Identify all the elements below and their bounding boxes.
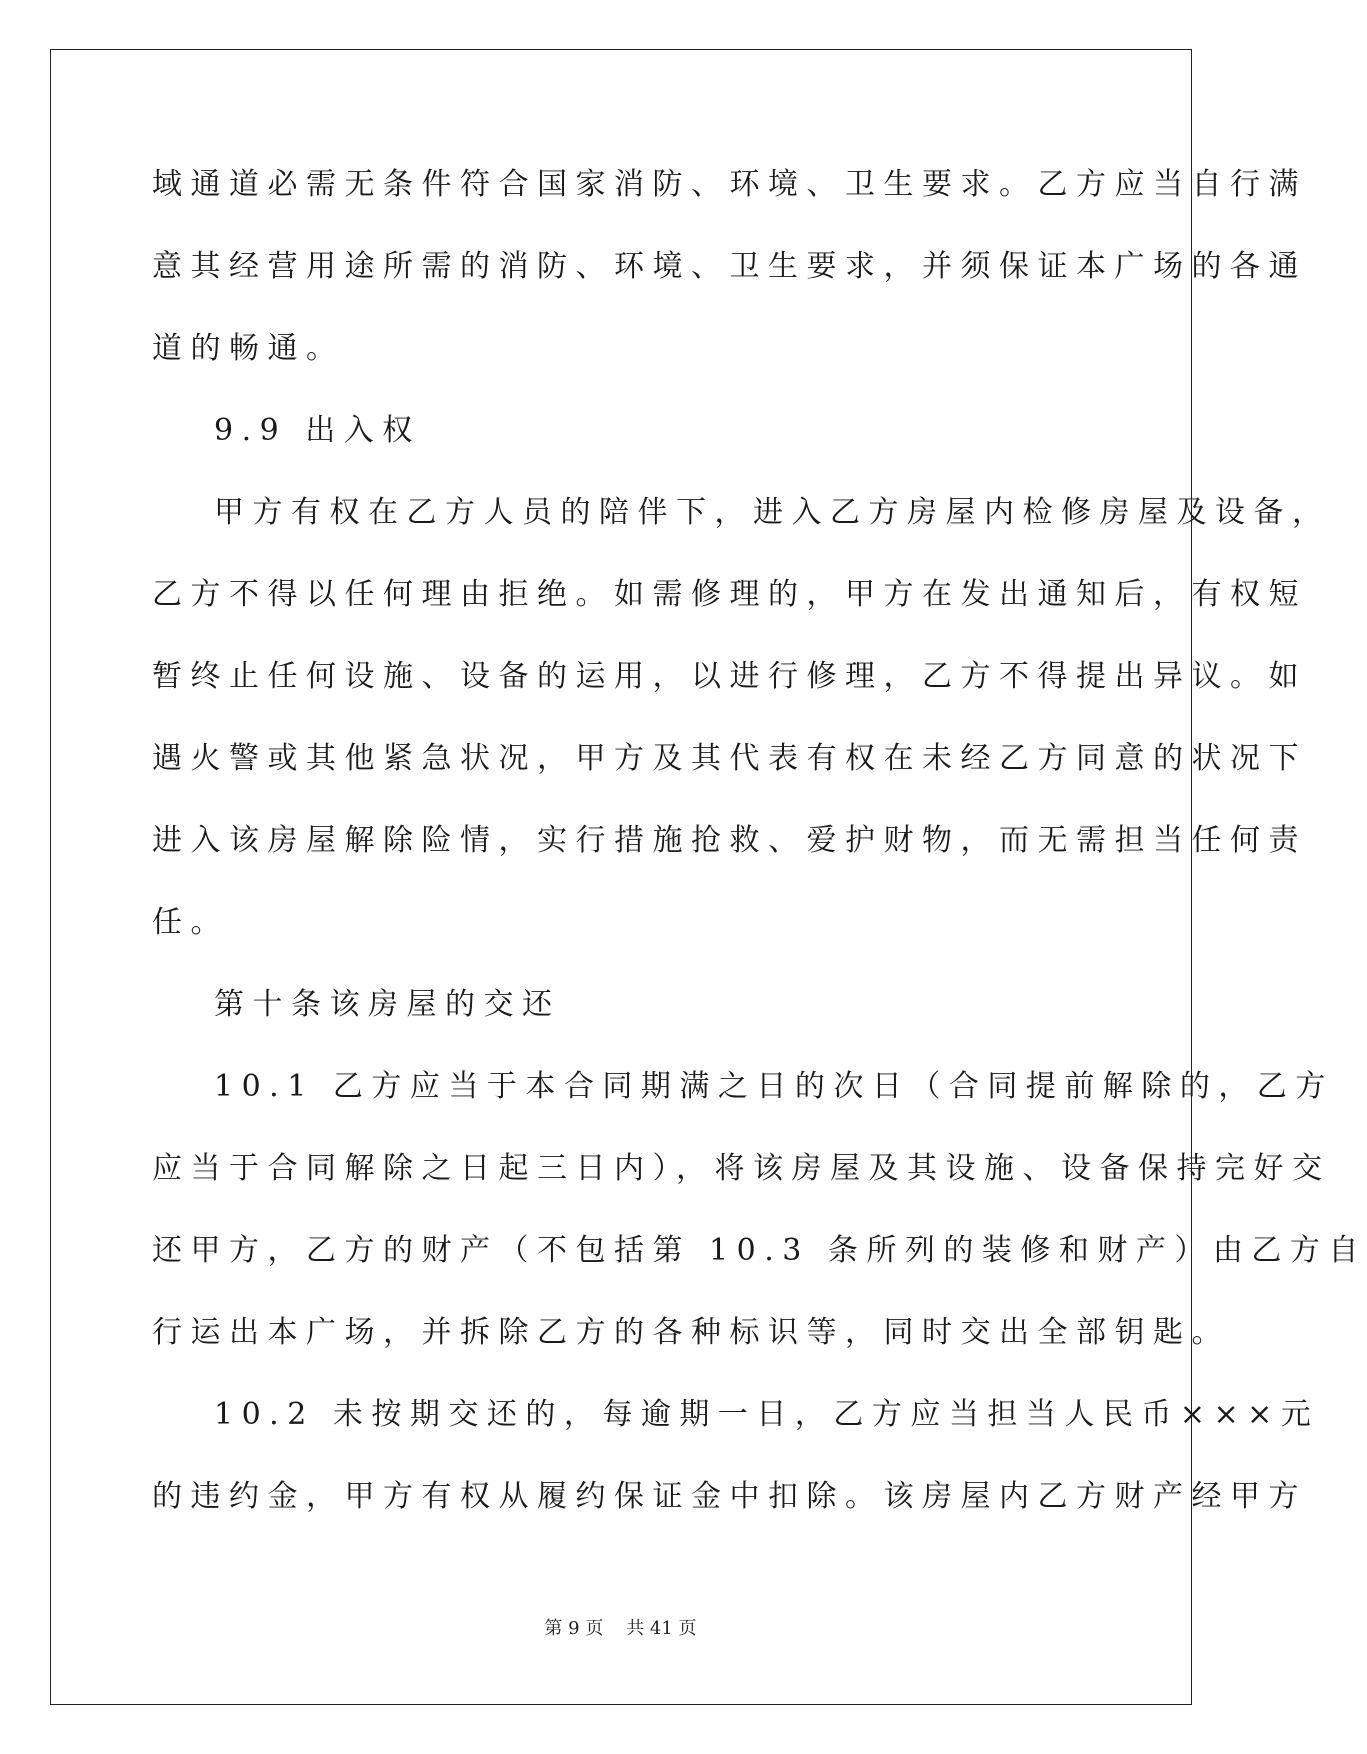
text-line: 还甲方，乙方的财产（不包括第 10.3 条所列的装修和财产）由乙方自 [152, 1233, 1367, 1268]
article-heading-10: 第十条该房屋的交还 [214, 987, 561, 1022]
text-line: 10.1 乙方应当于本合同期满之日的次日（合同提前解除的，乙方 [214, 1069, 1334, 1104]
section-heading-9-9: 9.9 出入权 [214, 413, 421, 448]
text-line: 域通道必需无条件符合国家消防、环境、卫生要求。乙方应当自行满 [152, 167, 1307, 202]
text-line: 甲方有权在乙方人员的陪伴下，进入乙方房屋内检修房屋及设备， [214, 495, 1331, 530]
document-body [152, 165, 1367, 1559]
page-number-footer: 第 9 页 共 41 页 [544, 1618, 697, 1639]
text-line: 进入该房屋解除险情，实行措施抢救、爱护财物，而无需担当任何责 [152, 823, 1307, 858]
text-line: 的违约金，甲方有权从履约保证金中扣除。该房屋内乙方财产经甲方 [152, 1479, 1307, 1514]
text-line: 乙方不得以任何理由拒绝。如需修理的，甲方在发出通知后，有权短 [152, 577, 1307, 612]
text-line: 遇火警或其他紧急状况，甲方及其代表有权在未经乙方同意的状况下 [152, 741, 1307, 776]
text-line: 道的畅通。 [152, 331, 345, 366]
text-line: 任。 [152, 905, 229, 940]
text-line: 应当于合同解除之日起三日内），将该房屋及其设施、设备保持完好交 [152, 1151, 1331, 1186]
text-line: 行运出本广场，并拆除乙方的各种标识等，同时交出全部钥匙。 [152, 1315, 1230, 1350]
text-line: 意其经营用途所需的消防、环境、卫生要求，并须保证本广场的各通 [152, 249, 1307, 284]
text-line: 暂终止任何设施、设备的运用，以进行修理，乙方不得提出异议。如 [152, 659, 1307, 694]
text-line: 10.2 未按期交还的，每逾期一日，乙方应当担当人民币×××元 [214, 1397, 1320, 1432]
